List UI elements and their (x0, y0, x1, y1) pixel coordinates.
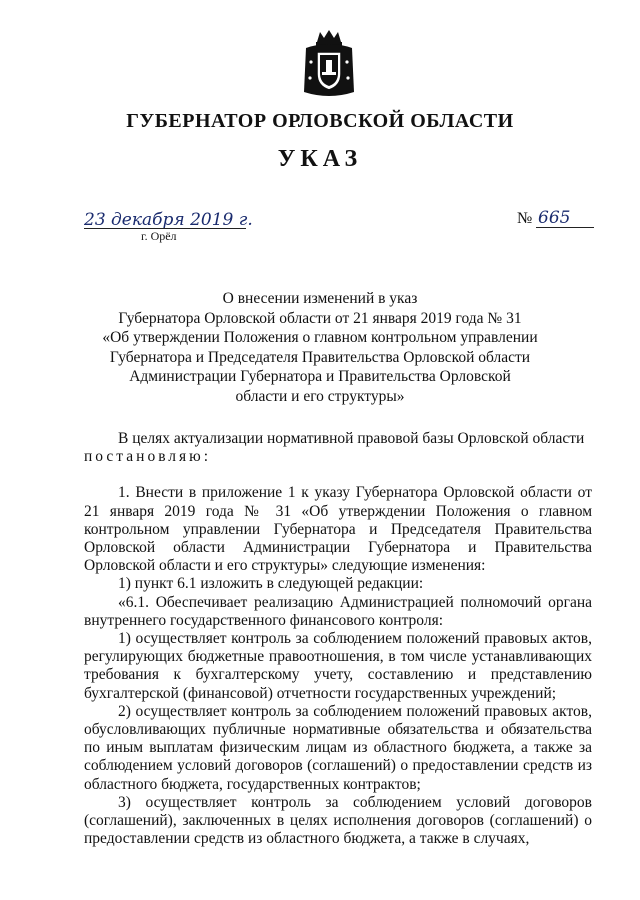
decree-word: постановляю: (84, 448, 212, 466)
subject-line: области и его структуры» (235, 387, 405, 405)
body-paragraph: 1) осуществляет контроль за соблюдением положений правовых актов, регулирующих бюджетные правоотношения, в том числе устанавливающих требования к бухгалтерскому учету, составлению и представлению бухгалтерской (финансовой) отчетности государственных учреждений; (84, 630, 592, 702)
body-paragraph: 2) осуществляет контроль за соблюдением положений правовых актов, обусловливающих публичные нормативные обязательства и обязательства по иным выплатам физическим лицам из областного бюджета, а также за соблюдением условий договоров (соглашений) о предоставлении средств из областного бюджета, государственных контрактов; (84, 702, 592, 793)
subject-line: Губернатора Орловской области от 21 января 2019 года № 31 (118, 309, 522, 327)
body-paragraph: 1) пункт 6.1 изложить в следующей редакции: (118, 575, 424, 593)
spacer (84, 466, 592, 484)
document-date: 23 декабря 2019 г. (84, 210, 253, 230)
body-paragraph: «6.1. Обеспечивает реализацию Администрацией полномочий органа внутреннего государственного финансового контроля: (84, 593, 592, 629)
number-label: № (517, 210, 533, 227)
coat-of-arms-icon (300, 28, 358, 100)
subject-line: Администрации Губернатора и Правительства Орловской (129, 368, 511, 385)
subject-line: О внесении изменений в указ (222, 290, 418, 307)
document-subject (100, 289, 540, 406)
number-underline (536, 227, 594, 228)
preamble: В целях актуализации нормативной правовой базы Орловской области (118, 430, 585, 447)
authority-heading: ГУБЕРНАТОР ОРЛОВСКОЙ ОБЛАСТИ (126, 110, 514, 132)
document-number: 665 (538, 208, 571, 228)
body-paragraph: 1. Внести в приложение 1 к указу Губернатора Орловской области от 21 января 2019 года № 31 «Об утверждении Положения о главном контрольном управлении Губернатора и Председателя Правительства Орловской области Администрации Губернатора и Правительства Орловской области и его структуры» следующие изменения: (84, 484, 592, 575)
body-paragraph: 3) осуществляет контроль за соблюдением условий договоров (соглашений), заключенных в целях исполнения договоров (соглашений) о предоставлении средств из областного бюджета, а также в случаях, (84, 793, 592, 848)
document-city: г. Орёл (141, 229, 177, 243)
subject-line: «Об утверждении Положения о главном контрольном управлении (102, 329, 538, 346)
document-body (84, 430, 592, 848)
subject-line: Губернатора и Председателя Правительства Орловской области (109, 348, 531, 366)
document-type: УКАЗ (277, 146, 363, 172)
